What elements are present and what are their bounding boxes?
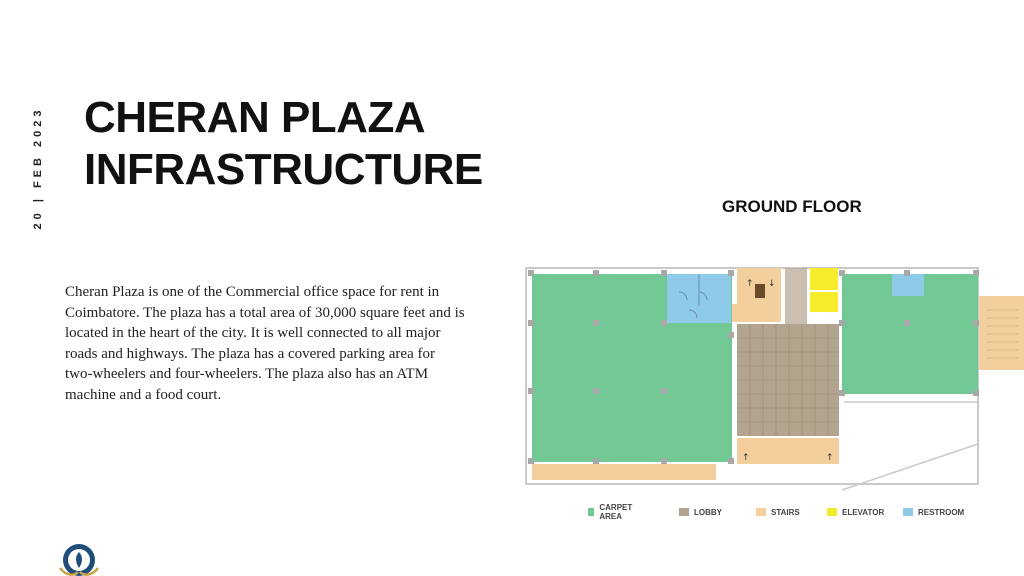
legend-item-lobby	[679, 505, 722, 519]
elevator-1	[810, 268, 838, 290]
legend-label-elevator: ELEVATOR	[842, 507, 885, 517]
legend-label-carpet-area: CARPET AREA	[599, 503, 633, 521]
page-title	[84, 92, 483, 196]
legend-swatch-elevator	[827, 508, 837, 516]
description-text: Cheran Plaza is one of the Commercial office space for rent in Coimbatore. The plaza has a total area of 30,000 square feet and is located in the heart of the city. It is well connected to all major roads and highways. The plaza has a covered parking area for two-wheelers and four-wheelers. The plaza also has an ATM machine and a food court.	[65, 284, 465, 403]
stair-up-arrow-bottom-right: ↑	[826, 453, 834, 463]
stair-top-landing	[755, 284, 765, 298]
lift-corridor	[785, 268, 807, 328]
date-label: 20 | FEB 2023	[32, 106, 44, 229]
page-title-line-2: INFRASTRUCTURE	[84, 145, 483, 194]
right-lower-boundary	[842, 402, 978, 490]
legend-item-stairs	[756, 505, 800, 519]
legend-label-stairs: STAIRS	[771, 507, 800, 517]
stair-right	[979, 296, 1024, 370]
floor-label: GROUND FLOOR	[722, 197, 862, 216]
legend-swatch-carpet-area	[588, 508, 594, 516]
stair-up-arrow-top: ↑	[746, 279, 754, 289]
legend-item-carpet-area	[588, 505, 636, 519]
ground-floor-plan	[524, 262, 1024, 494]
legend-label-lobby: LOBBY	[694, 507, 722, 517]
legend-swatch-lobby	[679, 508, 689, 516]
legend-swatch-stairs	[756, 508, 766, 516]
stair-top-lower	[732, 304, 781, 322]
stair-down-arrow-top: ↓	[768, 279, 776, 289]
legend-label-restroom: RESTROOM	[918, 507, 965, 517]
elevator-2	[810, 292, 838, 312]
legend-item-elevator	[827, 505, 884, 519]
legend-swatch-restroom	[903, 508, 913, 516]
legend-item-restroom	[903, 505, 964, 519]
stair-up-arrow-bottom: ↑	[742, 453, 750, 463]
page-title-line-1: CHERAN PLAZA	[84, 93, 426, 142]
company-logo-icon	[54, 538, 104, 576]
stair-bottom	[737, 438, 839, 464]
bottom-ramp	[532, 464, 716, 480]
restroom-right	[892, 274, 924, 296]
date-label-container	[28, 100, 48, 235]
